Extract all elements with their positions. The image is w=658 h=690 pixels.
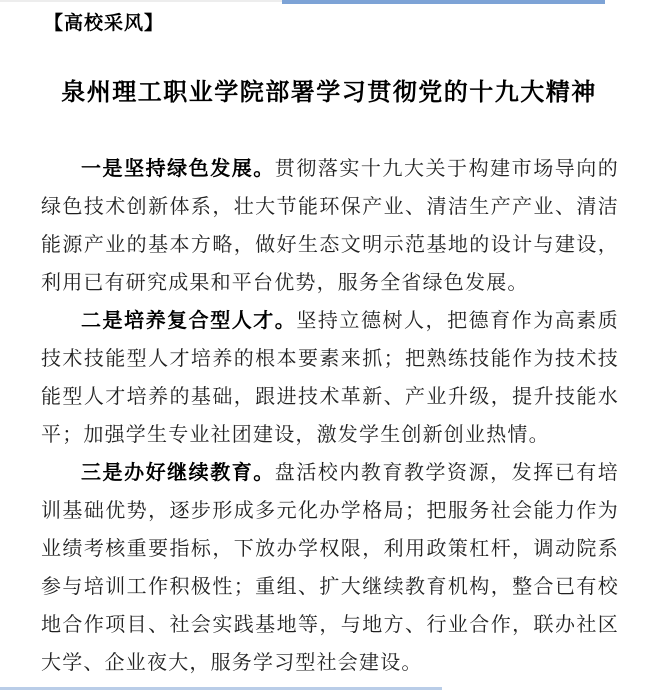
paragraph-composite-talent (41, 302, 619, 454)
paragraph-continuing-education (41, 454, 619, 682)
article-body (41, 150, 619, 682)
paragraph-green-development (41, 150, 619, 302)
paragraph-text: 贯彻落实十九大关于构建市场导向的绿色技术创新体系，壮大节能环保产业、清洁生产产业、清洁能源产业的基本方略，做好生态文明示范基地的设计与建设，利用已有研究成果和平台优势，服务全省绿色发展。 (41, 158, 619, 294)
top-divider-gray (0, 0, 282, 2)
paragraph-lead: 一是坚持绿色发展。 (81, 158, 275, 180)
paragraph-lead: 二是培养复合型人才。 (81, 310, 297, 332)
paragraph-text: 坚持立德树人，把德育作为高素质技术技能型人才培养的根本要素来抓；把熟练技能作为技术技能型人才培养的基础，跟进技术革新、产业升级，提升技能水平；加强学生专业社团建设，激发学生创新创业热情。 (41, 310, 620, 446)
paragraph-text: 盘活校内教育教学资源，发挥已有培训基础优势，逐步形成多元化办学格局；把服务社会能力作为业绩考核重要指标，下放办学权限，利用政策杠杆，调动院系参与培训工作积极性；重组、扩大继续教育机构，整合已有校地合作项目、社会实践基地等，与地方、行业合作，联办社区大学、企业夜大，服务学习型社会建设。 (41, 462, 619, 674)
top-accent-bar (282, 0, 605, 4)
column-tag: 【高校采风】 (44, 13, 165, 34)
paragraph-lead: 三是办好继续教育。 (81, 462, 275, 484)
page-title: 泉州理工职业学院部署学习贯彻党的十九大精神 (61, 79, 597, 106)
